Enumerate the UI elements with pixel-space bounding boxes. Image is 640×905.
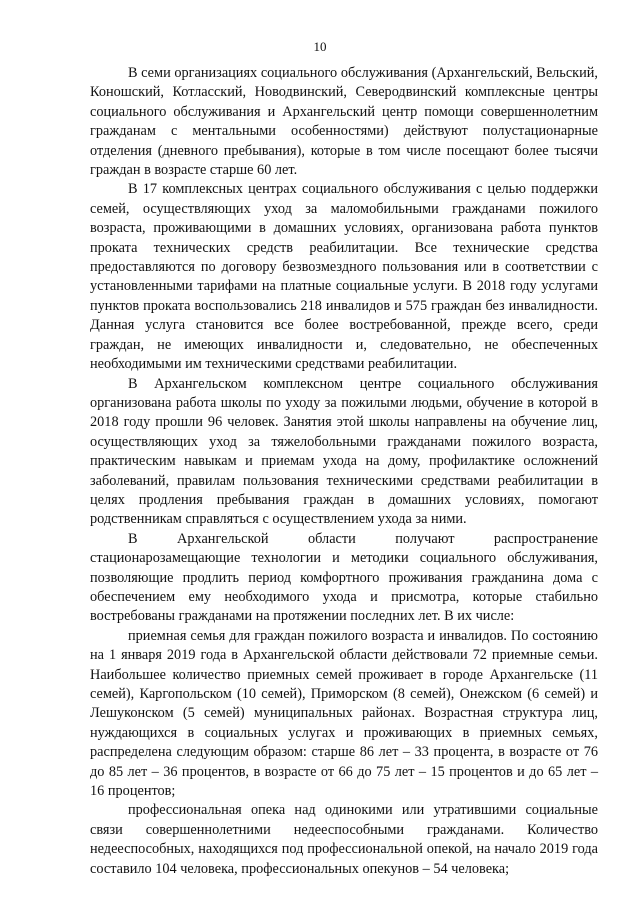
page-number: 10	[313, 39, 327, 54]
paragraph-rental-points: В 17 комплексных центрах социального обслуживания с целью поддержки семей, осуществляющих уход за маломобильными гражданами пожилого возраста, проживающими в домашних условиях, организована работа пунктов проката технических средств реабилитации. Все технические средства предоставляются по договору безвозмездного пользования или в соответствии с установленными тарифами на платные социальные услуги. В 2018 году услугами пунктов проката воспользовались 218 инвалидов и 575 граждан без инвалидности. Данная услуга становится все более востребованной, прежде всего, среди граждан, не имеющих инвалидности и, следовательно, не обеспеченных необходимыми им техническими средствами реабилитации.	[90, 181, 598, 373]
paragraph-care-school: В Архангельском комплексном центре социального обслуживания организована работа школы по уходу за пожилыми людьми, обучение в которой в 2018 году прошли 96 человек. Занятия этой школы направлены на обучение лиц, осуществляющих уход за тяжелобольными гражданами пожилого возраста, практическим навыкам и приемам ухода на дому, профилактике осложнений заболеваний, правилам пользования техническими средствами реабилитации в целях продления пребывания граждан в домашних условиях, помогают родственникам справляться с осуществлением ухода за ними.	[90, 375, 598, 528]
paragraph-replacement-technologies: В Архангельской области получают распространение стационарозамещающие технологии и методики социального обслуживания, позволяющие продлить период комфортного проживания гражданина дома с обеспечением ему необходимого ухода и присмотра, которые стабильно востребованы гражданами на протяжении последних лет. В их числе:	[90, 530, 598, 625]
paragraph-day-care: В семи организациях социального обслуживания (Архангельский, Вельский, Коношский, Котласский, Новодвинский, Северодвинский комплексные центры социального обслуживания и Архангельский центр помощи совершеннолетним гражданам с ментальными особенностями) действуют полустационарные отделения (дневного пребывания), которые в том числе посещают более тысячи граждан в возрасте старше 60 лет.	[90, 65, 598, 179]
page-body	[90, 64, 598, 879]
paragraph-professional-guardianship: профессиональная опека над одинокими или утратившими социальные связи совершеннолетними недееспособными гражданами. Количество недееспособных, находящихся под профессиональной опекой, на начало 2019 года составило 104 человека, профессиональных опекунов – 54 человека;	[90, 802, 598, 877]
paragraph-foster-family: приемная семья для граждан пожилого возраста и инвалидов. По состоянию на 1 января 2019 года в Архангельской области действовали 72 приемные семьи. Наибольшее количество приемных семей проживает в городе Архангельске (11 семей), Каргопольском (10 семей), Приморском (8 семей), Онежском (6 семей) и Лешуконском (5 семей) муниципальных районах. Возрастная структура лиц, нуждающихся в социальных услугах и проживающих в приемных семьях, распределена следующим образом: старше 86 лет – 33 процента, в возрасте от 76 до 85 лет – 36 процентов, в возрасте от 66 до 75 лет – 15 процентов и до 65 лет – 16 процентов;	[90, 627, 598, 800]
